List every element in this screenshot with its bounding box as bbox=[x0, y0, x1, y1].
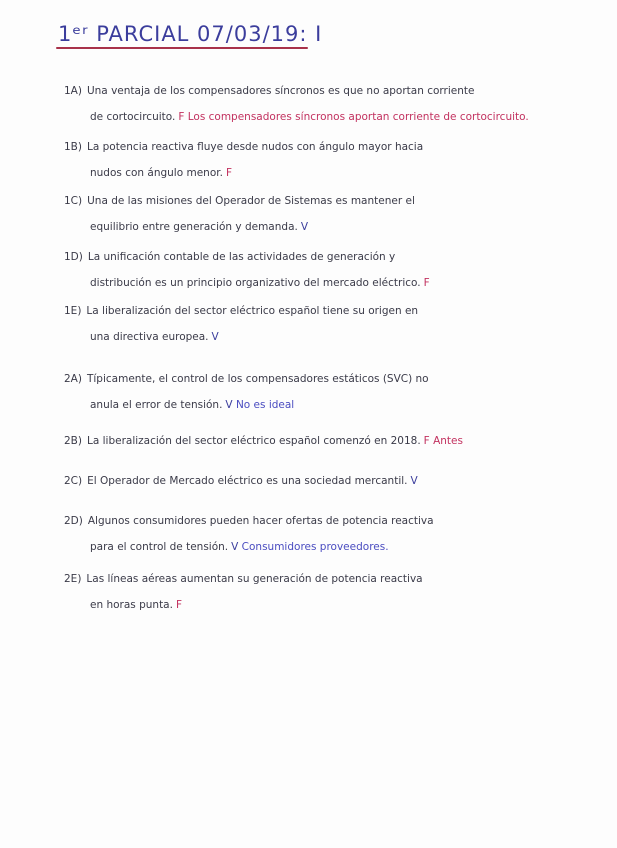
question-number: 1D) bbox=[64, 251, 83, 263]
question-1e bbox=[64, 298, 418, 350]
page-title: 1ᵉʳ PARCIAL 07/03/19: I bbox=[58, 22, 323, 46]
question-text: El Operador de Mercado eléctrico es una sociedad mercantil. bbox=[87, 475, 408, 487]
question-number: 1C) bbox=[64, 195, 83, 207]
question-text-cont: en horas punta. bbox=[90, 599, 173, 611]
question-2a bbox=[64, 366, 429, 418]
answer-mark: V bbox=[410, 475, 418, 487]
question-text-cont: distribución es un principio organizativo del mercado eléctrico. bbox=[90, 277, 421, 289]
answer-note: Los compensadores síncronos aportan corriente de cortocircuito. bbox=[187, 111, 529, 123]
title-underline bbox=[56, 47, 308, 49]
question-2d bbox=[64, 508, 434, 560]
question-1c bbox=[64, 188, 415, 240]
question-number: 2E) bbox=[64, 573, 82, 585]
question-text-cont: equilibrio entre generación y demanda. bbox=[90, 221, 298, 233]
question-text: Una ventaja de los compensadores síncronos es que no aportan corriente bbox=[86, 85, 475, 97]
question-1d bbox=[64, 244, 430, 296]
question-text: Algunos consumidores pueden hacer ofertas de potencia reactiva bbox=[87, 515, 434, 527]
question-text-cont: una directiva europea. bbox=[90, 331, 209, 343]
question-number: 2A) bbox=[64, 373, 82, 385]
question-text-cont: de cortocircuito. bbox=[90, 111, 176, 123]
question-text: Típicamente, el control de los compensadores estáticos (SVC) no bbox=[86, 373, 429, 385]
question-2e bbox=[64, 566, 423, 618]
answer-note: Consumidores proveedores. bbox=[241, 541, 389, 553]
answer-mark: V bbox=[231, 541, 239, 553]
question-text-cont: anula el error de tensión. bbox=[90, 399, 223, 411]
question-2c bbox=[64, 468, 418, 494]
question-text: La liberalización del sector eléctrico español tiene su origen en bbox=[86, 305, 419, 317]
answer-mark: F bbox=[423, 277, 430, 289]
question-text: La liberalización del sector eléctrico español comenzó en 2018. bbox=[86, 435, 421, 447]
question-number: 2D) bbox=[64, 515, 83, 527]
question-number: 1B) bbox=[64, 141, 82, 153]
question-text: Una de las misiones del Operador de Sistemas es mantener el bbox=[87, 195, 415, 207]
question-text: La unificación contable de las actividades de generación y bbox=[87, 251, 396, 263]
question-number: 1E) bbox=[64, 305, 82, 317]
question-text: La potencia reactiva fluye desde nudos con ángulo mayor hacia bbox=[86, 141, 424, 153]
answer-note: No es ideal bbox=[235, 399, 295, 411]
question-number: 1A) bbox=[64, 85, 82, 97]
answer-note: Antes bbox=[433, 435, 463, 447]
question-1b bbox=[64, 134, 423, 186]
answer-mark: F bbox=[175, 599, 183, 611]
answer-mark: V bbox=[211, 331, 219, 343]
question-text: Las líneas aéreas aumentan su generación de potencia reactiva bbox=[86, 573, 423, 585]
question-text-cont: para el control de tensión. bbox=[90, 541, 229, 553]
answer-mark: F bbox=[423, 435, 430, 447]
question-number: 2B) bbox=[64, 435, 82, 447]
question-number: 2C) bbox=[64, 475, 83, 487]
answer-mark: F bbox=[225, 167, 232, 179]
answer-mark: V bbox=[225, 399, 233, 411]
question-text-cont: nudos con ángulo menor. bbox=[90, 167, 223, 179]
question-1a bbox=[64, 78, 529, 130]
answer-mark: V bbox=[300, 221, 309, 233]
answer-mark: F bbox=[178, 111, 185, 123]
question-2b bbox=[64, 428, 463, 454]
